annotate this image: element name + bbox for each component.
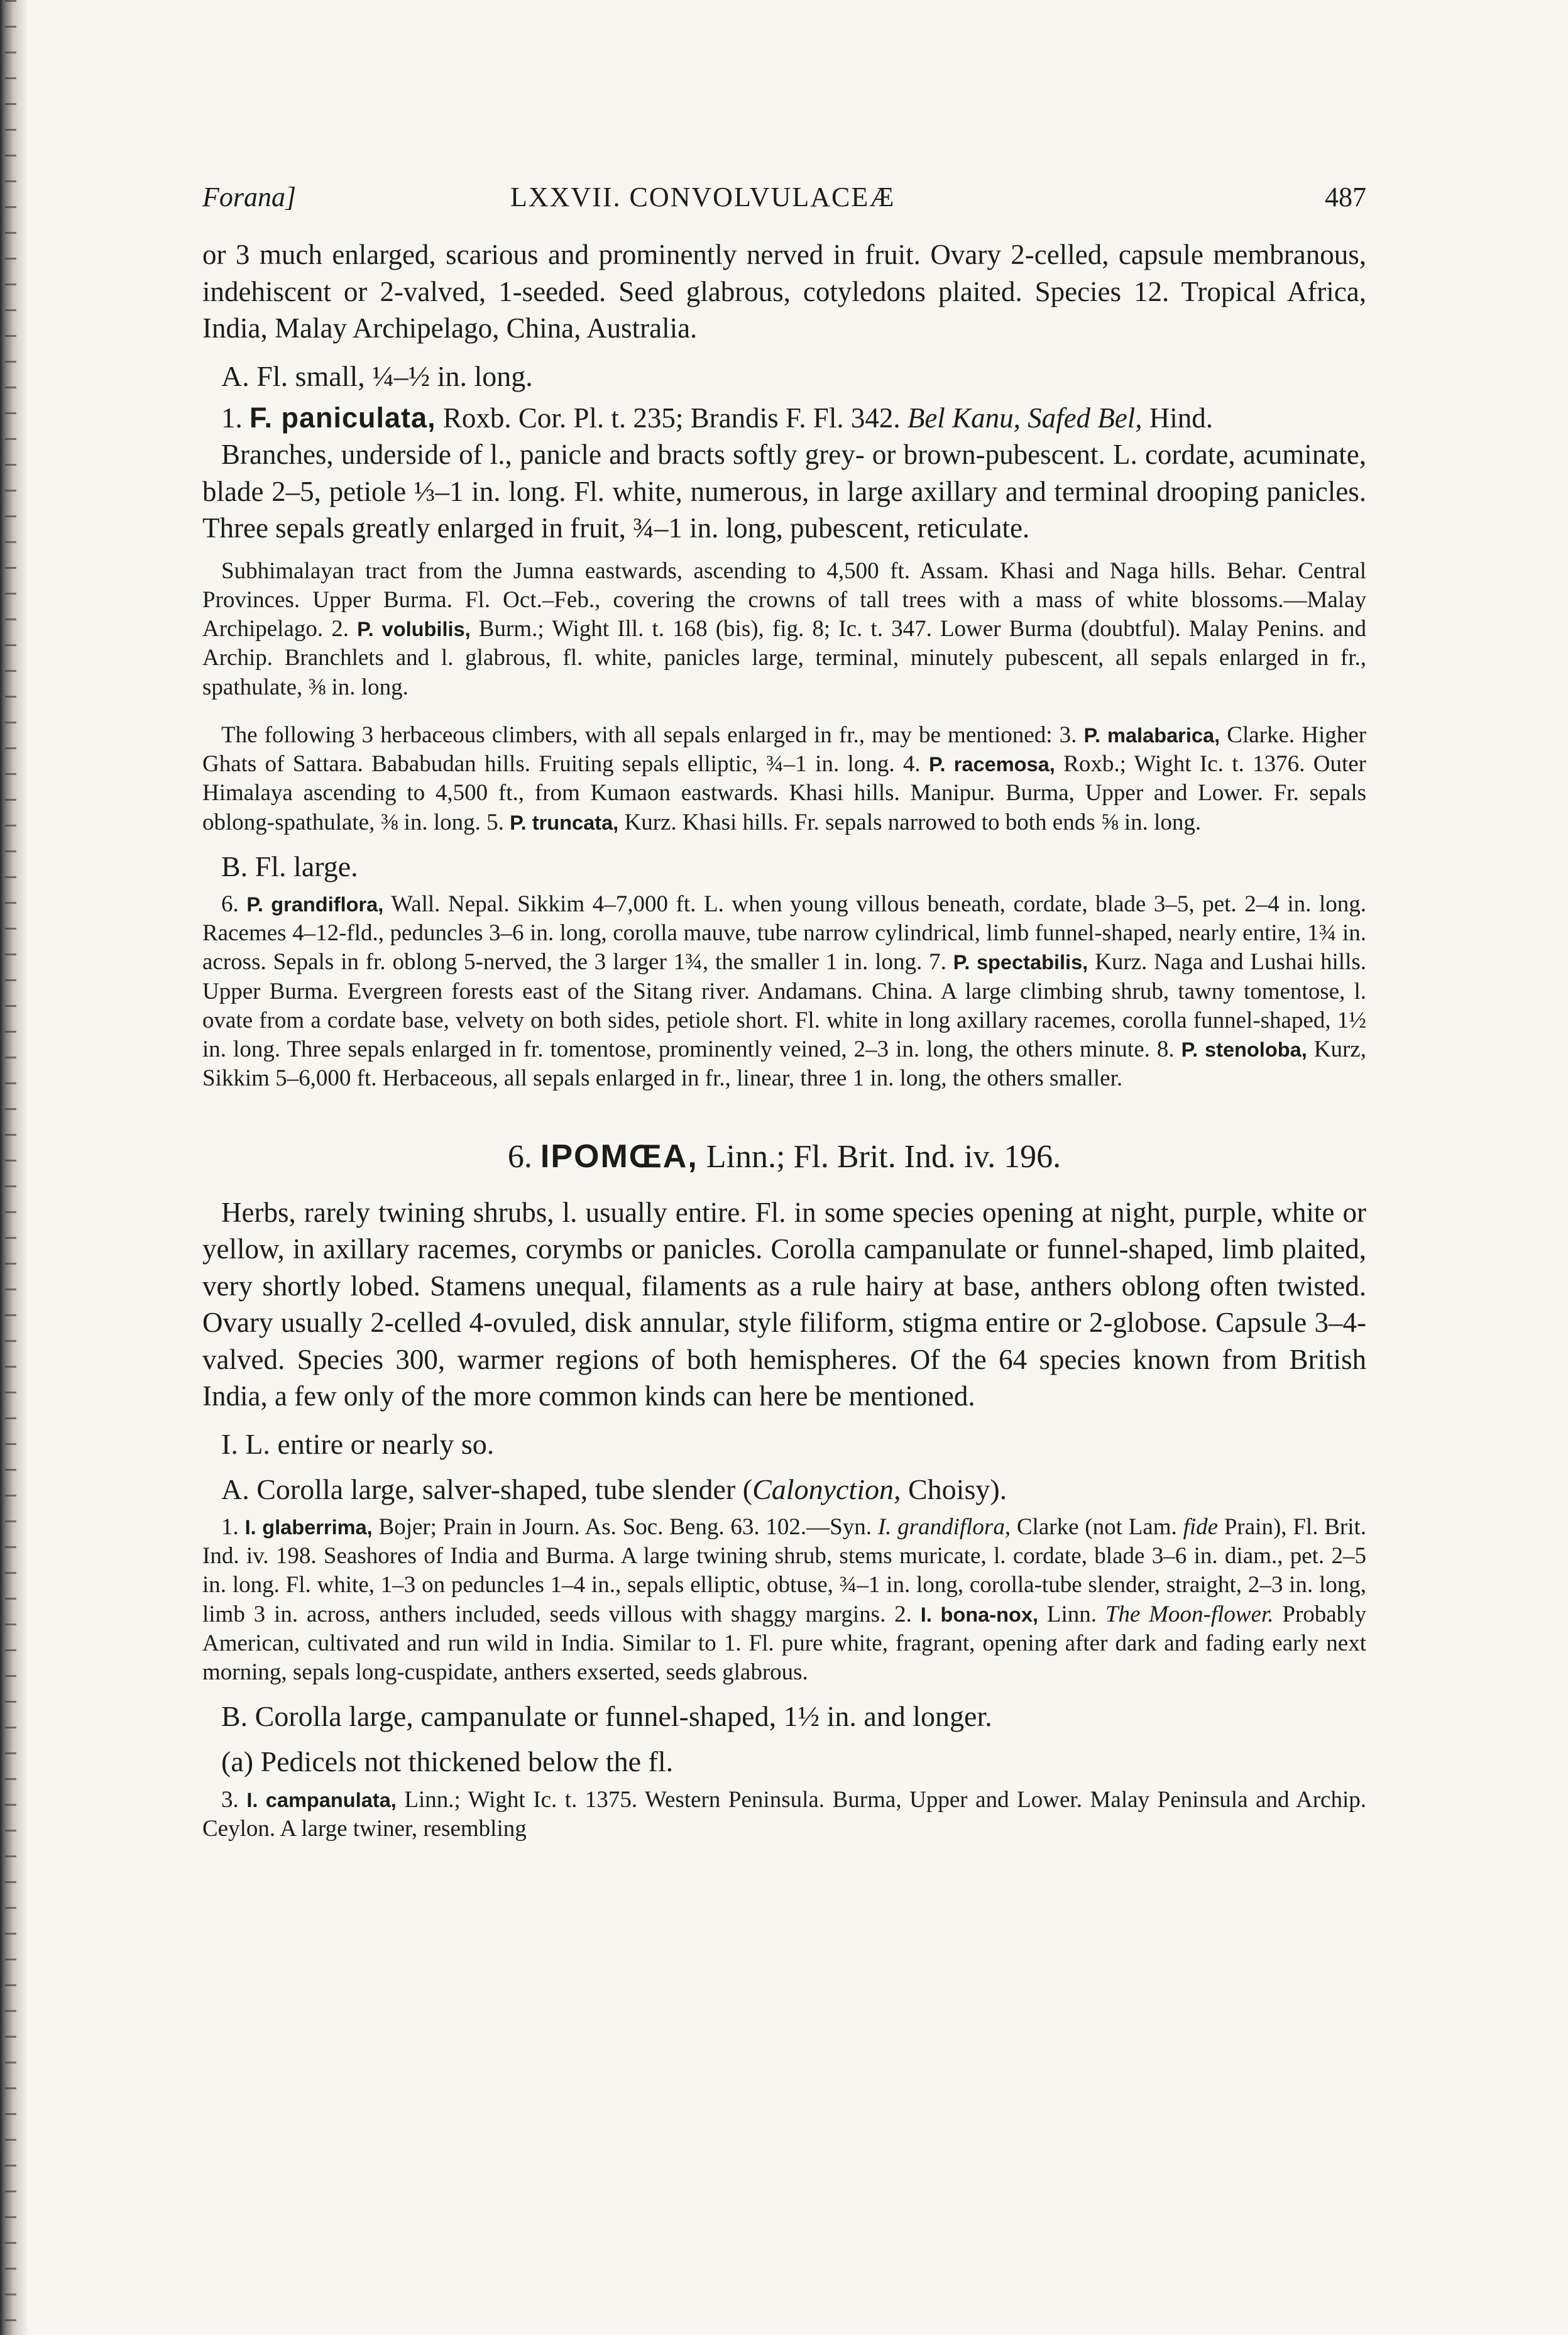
ipo-synonym: I. grandiflora, [877,1514,1011,1540]
key-ib-a-pedicels: (a) Pedicels not thickened below the fl. [221,1745,674,1778]
species-2-name: P. volubilis, [357,618,471,641]
ipo3-text-2: Linn.; Wight Ic. t. 1375. Western Peninsula. Burma, Upper and Lower. Malay Peninsula and Archip. Ceylon. A large twiner, resembling [202,1786,1367,1842]
large-text-2: Wall. Nepal. Sikkim 4–7,000 ft. L. when young villous beneath, cordate, blade 3–5, pet. 2–4 in. long. Racemes 4–12-fld., peduncles 3–6 in. long, corolla mauve, tube narrow cylindrical, limb funnel-shaped, nearly entire, 1¾ in. across. Sepals in fr. oblong 5-nerved, the 3 larger 1¾, the smaller 1 in. long. 7. [202,891,1367,975]
species-1-language: Hind. [1142,402,1214,434]
ipo-text-2: Bojer; Prain in Journ. As. Soc. Beng. 63. 102.—Syn. [372,1514,878,1540]
herbaceous-climbers-paragraph [202,721,1366,837]
genus-reference: Linn.; Fl. Brit. Ind. iv. 196. [698,1138,1061,1175]
ipo-text-1: 1. [221,1514,239,1540]
key-ia-author: Choisy). [901,1473,1007,1505]
key-b-large-flowers: B. Fl. large. [221,850,358,882]
species-3-name: P. malabarica, [1083,723,1220,747]
key-ib-campanulate: B. Corolla large, campanulate or funnel-shaped, 1½ in. and longer. [221,1700,992,1733]
header-genus: Forana] [202,182,297,212]
herbaceous-text-1: The following 3 herbaceous climbers, with all sepals enlarged in fr., may be mentioned: 3. [221,722,1077,748]
ipomoea-3-name: I. campanulata, [246,1788,397,1811]
species-1-name: F. paniculata, [249,401,436,434]
ipomoea-species-1-2 [202,1513,1366,1688]
header-family: LXXVII. CONVOLVULACEÆ [510,182,896,212]
species-1-vernacular: Bel Kanu, Safed Bel, [907,402,1143,434]
ipo-text-4: Prain), Fl. Brit. Ind. iv. 198. Seashores of India and Burma. A large twining shrub, stems muricate, l. cordate, blade 3–6 in. diam., pet. 2–5 in. long. Fl. white, 1–3 on peduncles 1–4 in., sepals elliptic, obtuse, ¾–1 in. long, corolla-tube slender, straight, 2–3 in. long, limb 3 in. across, anthers included, seeds villous with shaggy margins. 2. [202,1514,1367,1627]
species-6-name: P. grandiflora, [246,893,384,916]
species-1-reference: Roxb. Cor. Pl. t. 235; Brandis F. Fl. 342. [436,402,901,434]
species-8-name: P. stenoloba, [1181,1038,1307,1062]
ipomoea-species-3 [202,1786,1366,1844]
species-1-distribution [202,557,1366,702]
key-ia-text: A. Corolla large, salver-shaped, tube slender ( [221,1473,753,1505]
ipo-text-5: Linn. [1038,1601,1105,1627]
species-1-description: Branches, underside of l., panicle and bracts softly grey- or brown-pubescent. L. cordate, acuminate, blade 2–5, petiole ⅓–1 in. long. Fl. white, numerous, in large axillary and terminal drooping panicles. Three sepals greatly enlarged in fruit, ¾–1 in. long, pubescent, reticulate. [202,439,1366,544]
running-header [202,181,1366,231]
genus-ipomoea-heading [202,1138,1366,1175]
ipo3-text-1: 3. [221,1786,239,1813]
species-7-name: P. spectabilis, [953,951,1088,974]
page-number: 487 [1325,182,1366,212]
species-2-text: Burm.; Wight Ill. t. 168 (bis), fig. 8; Ic. t. 347. Lower Burma (doubtful). Malay Penins. and Archip. Branchlets and l. glabrous, fl. white, panicles large, terminal, minutely pubescent, all sepals enlarged in fr., spathulate, ⅜ in. long. [202,616,1367,700]
species-1-number: 1. [221,402,243,434]
species-4-name: P. racemosa, [929,753,1055,776]
herbaceous-text-4: Kurz. Khasi hills. Fr. sepals narrowed to both ends ⅝ in. long. [618,809,1202,835]
large-text-4: Kurz, Sikkim 5–6,000 ft. Herbaceous, all sepals enlarged in fr., linear, three 1 in. long, the others smaller. [202,1036,1366,1092]
species-1-heading [202,400,1366,437]
herbaceous-text-3: Roxb.; Wight Ic. t. 1376. Outer Himalaya ascending to 4,500 ft., from Kumaon eastwards. Khasi hills. Manipur. Burma, Upper and Lower. Fr. sepals oblong-spathulate, ⅜ in. long. 5. [202,751,1366,835]
key-ia-salver-shaped [221,1470,1366,1509]
ipo-text-3: Clarke (not Lam. [1011,1514,1183,1540]
ipomoea-description: Herbs, rarely twining shrubs, l. usually entire. Fl. in some species opening at night, purple, white or yellow, in axillary racemes, corymbs or panicles. Corolla campanulate or funnel-shaped, limb plaited, very shortly lobed. Stamens unequal, filaments as a rule hairy at base, anthers oblong often twisted. Ovary usually 2-celled 4-ovuled, disk annular, style filiform, stigma entire or 2-globose. Capsule 3–4-valved. Species 300, warmer regions of both hemispheres. Of the 64 species known from British India, a few only of the more common kinds can here be mentioned. [202,1196,1366,1412]
ipo-common-name: The Moon-flower. [1105,1601,1274,1627]
key-i-leaves-entire: I. L. entire or nearly so. [221,1427,495,1460]
key-ia-section-name: Calonyction, [752,1473,901,1505]
ipomoea-2-name: I. bona-nox, [920,1603,1038,1626]
ipomoea-1-name: I. glaberrima, [244,1515,373,1539]
large-text-1: 6. [221,891,239,917]
distribution-text: Subhimalayan tract from the Jumna eastwards, ascending to 4,500 ft. Assam. Khasi and Naga hills. Behar. Central Provinces. Upper Burma. Fl. Oct.–Feb., covering the crowns of tall trees with a mass of white blossoms.—Malay Archipelago. 2. [202,558,1366,642]
herbaceous-text-2: Clarke. Higher Ghats of Sattara. Bababudan hills. Fruiting sepals elliptic, ¾–1 in. long. 4. [202,722,1367,777]
ipo-fide: fide [1183,1514,1219,1540]
genus-number: 6. [507,1138,532,1175]
key-a-small-flowers: A. Fl. small, ¼–½ in. long. [221,360,533,392]
genus-intro-paragraph: or 3 much enlarged, scarious and prominently nerved in fruit. Ovary 2-celled, capsule membranous, indehiscent or 2-valved, 1-seeded. Seed glabrous, cotyledons plaited. Species 12. Tropical Africa, India, Malay Archipelago, China, Australia. [202,239,1366,344]
large-flowered-species-paragraph [202,890,1366,1094]
species-5-name: P. truncata, [510,811,619,834]
ipo-text-6: Probably American, cultivated and run wild in India. Similar to 1. Fl. pure white, fragrant, opening after dark and fading early next morning, sepals long-cuspidate, anthers exserted, seeds glabrous. [202,1601,1366,1686]
genus-name: IPOMŒA, [540,1138,698,1175]
large-text-3: Kurz. Naga and Lushai hills. Upper Burma. Evergreen forests east of the Sitang river. Andamans. China. A large climbing shrub, tawny tomentose, l. ovate from a cordate base, velvety on both sides, petiole short. Fl. white in long axillary racemes, corolla funnel-shaped, 1½ in. long. Three sepals enlarged in fr. tomentose, prominently veined, 2–3 in. long, the others minute. 8. [202,949,1366,1063]
binding-stitches [5,0,16,2335]
page-content [202,181,1366,1843]
